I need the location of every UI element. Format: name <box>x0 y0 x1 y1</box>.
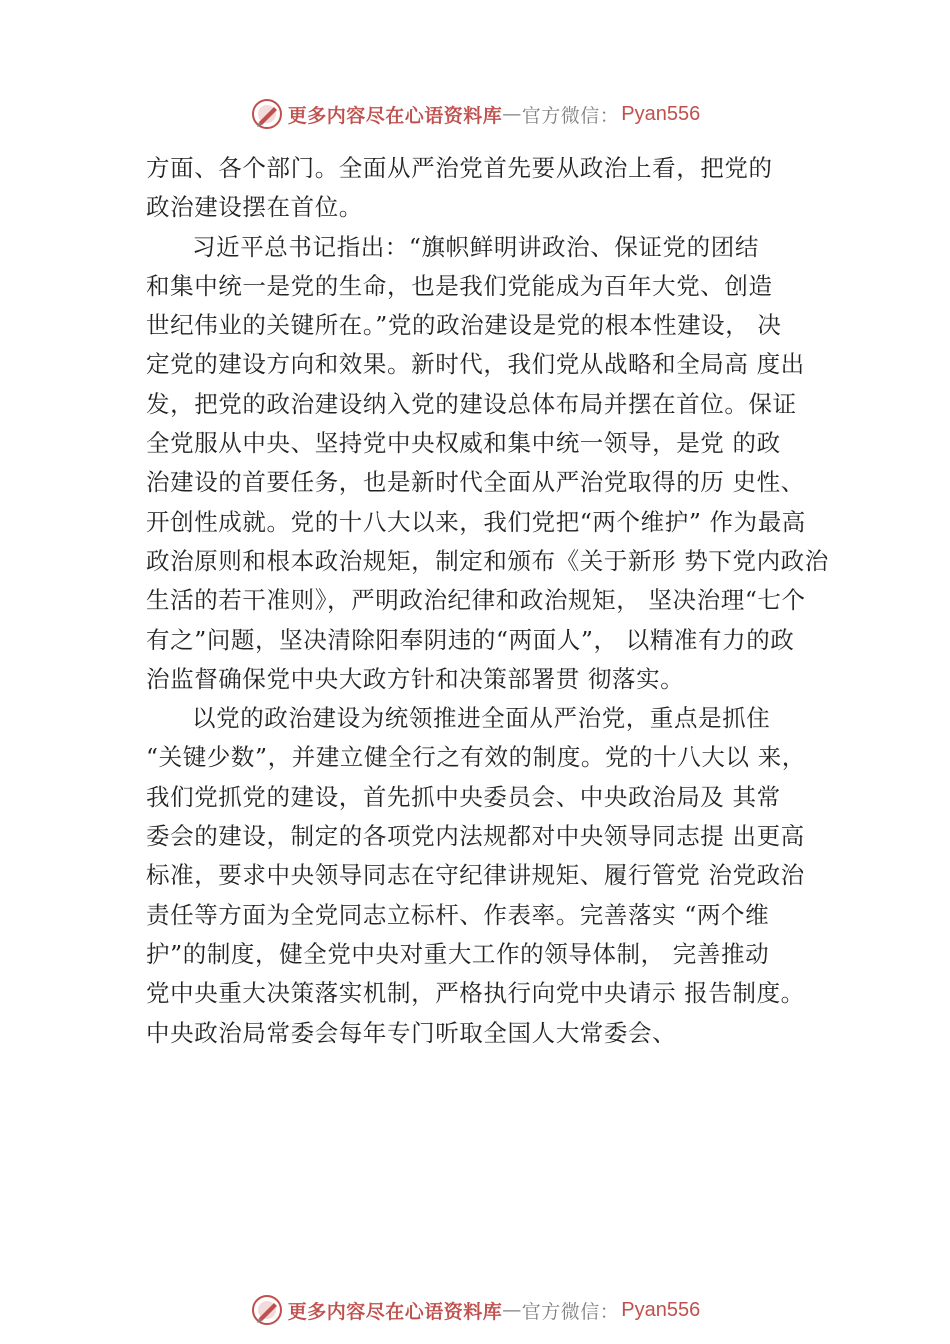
watermark-dash: — <box>502 103 522 125</box>
text-line: 政治原则和根本政治规矩，制定和颁布《关于新形 势下党内政治 <box>146 546 829 575</box>
text-line: 全党服从中央、坚持党中央权威和集中统一领导，是党 的政 <box>146 429 781 458</box>
footer-watermark <box>0 1290 950 1330</box>
watermark-label: 官方微信： <box>521 1300 620 1323</box>
text-line: 发，把党的政治建设纳入党的建设总体布局并摆在首位。保证 <box>146 389 797 418</box>
text-line: 方面、各个部门。全面从严治党首先要从政治上看，把党的 <box>146 154 773 182</box>
watermark-brand: 更多内容尽在心语资料库 <box>287 1300 503 1323</box>
pen-logo-icon <box>250 97 284 131</box>
text-line: 开创性成就。党的十八大以来，我们党把“两个维护” 作为最高 <box>146 507 806 536</box>
text-line: 政治建设摆在首位。 <box>146 193 363 222</box>
watermark-brand: 更多内容尽在心语资料库 <box>287 104 503 127</box>
watermark-wechat-id: Pyan556 <box>621 1298 701 1321</box>
pen-logo-icon <box>250 1293 284 1327</box>
text-line: 标准，要求中央领导同志在守纪律讲规矩、履行管党 治党政治 <box>146 861 805 890</box>
text-line: 中央政治局常委会每年专门听取全国人大常委会、 <box>146 1018 677 1047</box>
text-line: 党中央重大决策落实机制，严格执行向党中央请示 报告制度。 <box>146 979 805 1008</box>
document-body <box>146 149 836 1053</box>
text-line: 我们党抓党的建设，首先抓中央委员会、中央政治局及 其常 <box>146 782 781 811</box>
watermark-wechat-id: Pyan556 <box>621 102 701 125</box>
text-line: 生活的若干准则》，严明政治纪律和政治规矩， 坚决治理“七个 <box>146 586 806 615</box>
text-line: 世纪伟业的关键所在。”党的政治建设是党的根本性建设， 决 <box>146 311 782 340</box>
text-line: 治建设的首要任务，也是新时代全面从严治党取得的历 史性、 <box>146 468 805 497</box>
text-line: 以党的政治建设为统领推进全面从严治党，重点是抓住 <box>192 704 771 733</box>
text-line: 和集中统一是党的生命，也是我们党能成为百年大党、创造 <box>146 271 773 300</box>
watermark-dash: — <box>502 1299 522 1321</box>
text-line: 有之”问题，坚决清除阳奉阴违的“两面人”， 以精准有力的政 <box>146 625 795 654</box>
text-line: 习近平总书记指出：“旗帜鲜明讲政治、保证党的团结 <box>192 232 759 261</box>
watermark-label: 官方微信： <box>521 104 620 127</box>
text-line: 治监督确保党中央大政方针和决策部署贯 彻落实。 <box>146 664 685 693</box>
text-line: 护”的制度，健全党中央对重大工作的领导体制， 完善推动 <box>146 939 770 968</box>
text-line: 定党的建设方向和效果。新时代，我们党从战略和全局高 度出 <box>146 350 805 379</box>
text-line: 责任等方面为全党同志立标杆、作表率。完善落实 “两个维 <box>146 900 770 929</box>
text-line: “关键少数”，并建立健全行之有效的制度。党的十八大以 来， <box>146 743 806 772</box>
header-watermark <box>0 94 950 134</box>
text-line: 委会的建设，制定的各项党内法规都对中央领导同志提 出更高 <box>146 822 805 851</box>
